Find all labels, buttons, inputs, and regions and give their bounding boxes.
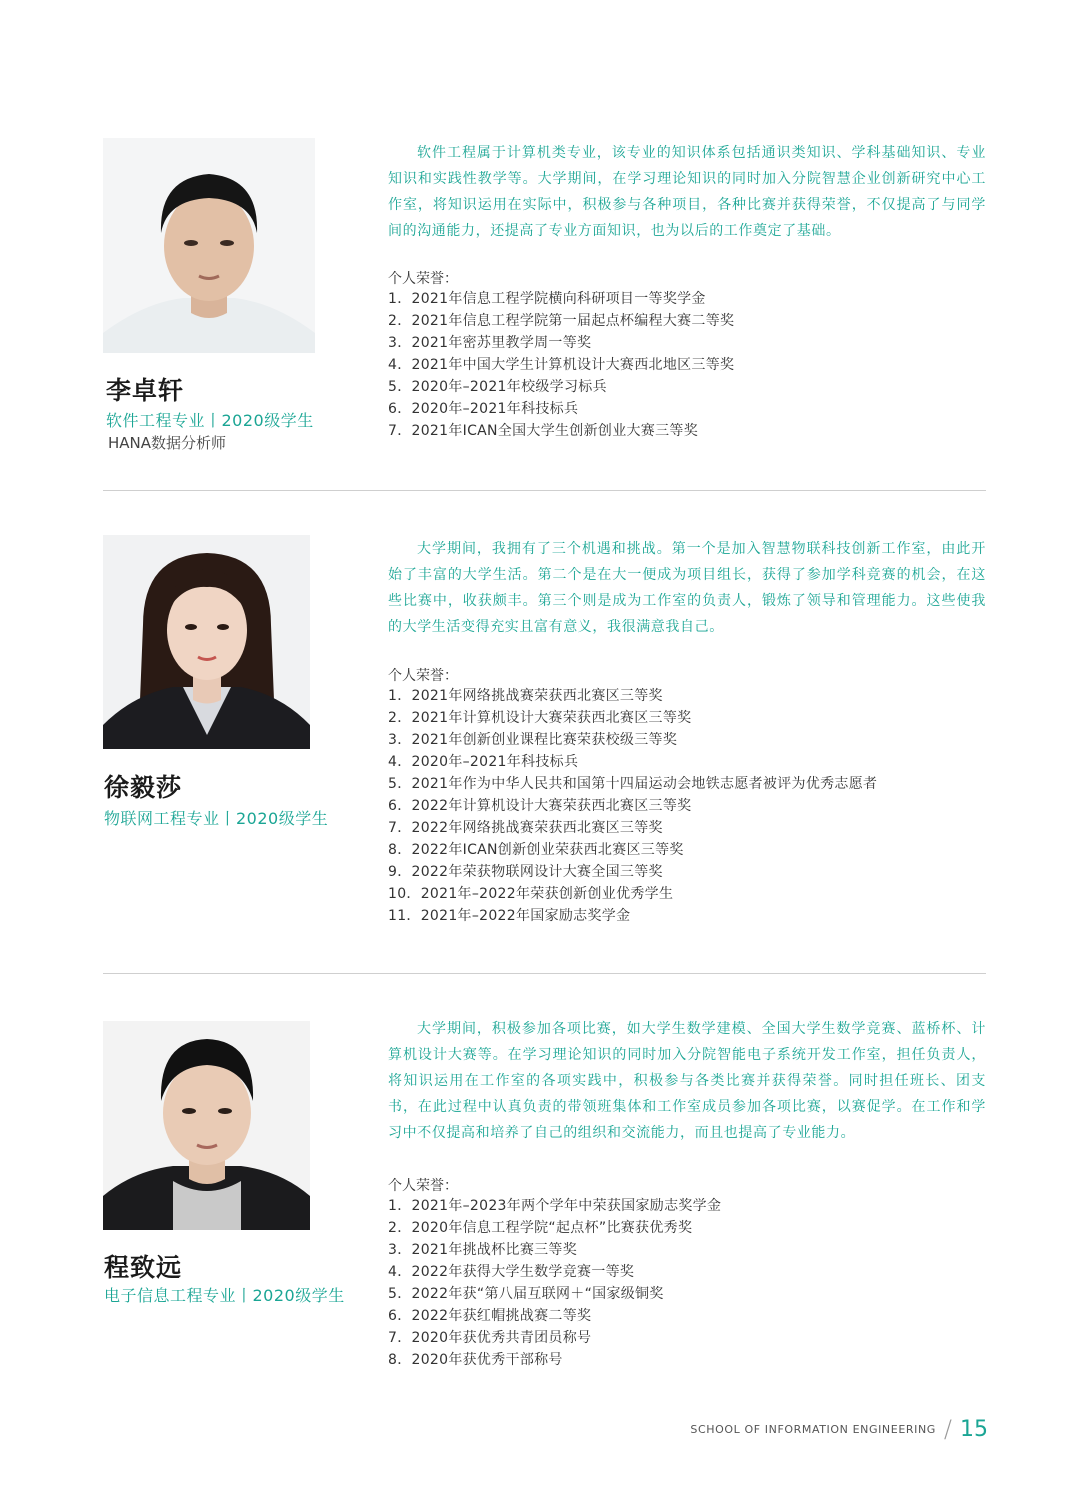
honor-item: 2．2021年计算机设计大赛荣获西北赛区三等奖 — [388, 710, 692, 726]
honor-item: 1．2021年–2023年两个学年中荣获国家励志奖学金 — [388, 1198, 722, 1214]
student-role: HANA数据分析师 — [108, 434, 227, 452]
student-name: 李卓轩 — [106, 376, 185, 405]
honor-item: 2．2020年信息工程学院“起点杯”比赛获优秀奖 — [388, 1220, 693, 1236]
page-footer — [690, 1415, 988, 1443]
honor-item: 7．2022年网络挑战赛荣获西北赛区三等奖 — [388, 820, 663, 836]
honor-item: 7．2021年ICAN全国大学生创新创业大赛三等奖 — [388, 423, 698, 439]
student-photo — [103, 535, 310, 749]
honors-title: 个人荣誉： — [388, 271, 458, 287]
honor-item: 1．2021年信息工程学院横向科研项目一等奖学金 — [388, 291, 706, 307]
section-divider — [103, 973, 986, 974]
portrait-image — [103, 1021, 310, 1230]
honor-item: 6．2022年计算机设计大赛荣获西北赛区三等奖 — [388, 798, 692, 814]
honor-item: 5．2020年–2021年校级学习标兵 — [388, 379, 607, 395]
page-number: 15 — [960, 1416, 988, 1442]
student-bio: 大学期间，积极参加各项比赛，如大学生数学建模、全国大学生数学竞赛、蓝桥杯、计算机设计大赛等。在学习理论知识的同时加入分院智能电子系统开发工作室，担任负责人，将知识运用在工作室的各项实践中，积极参与各类比赛并获得荣誉。同时担任班长、团支书，在此过程中认真负责的带领班集体和工作室成员参加各项比赛，以赛促学。在工作和学习中不仅提高和培养了自己的组织和交流能力，而且也提高了专业能力。 — [388, 1021, 986, 1141]
honors-list — [388, 685, 877, 927]
student-major: 电子信息工程专业丨2020级学生 — [104, 1286, 345, 1305]
student-photo — [103, 138, 315, 353]
honor-item: 4．2020年–2021年科技标兵 — [388, 754, 579, 770]
student-photo — [103, 1021, 310, 1230]
honor-item: 5．2022年获“第八届互联网＋“国家级铜奖 — [388, 1286, 664, 1302]
student-major: 物联网工程专业丨2020级学生 — [104, 809, 329, 828]
student-bio: 软件工程属于计算机类专业，该专业的知识体系包括通识类知识、学科基础知识、专业知识和实践性教学等。大学期间，在学习理论知识的同时加入分院智慧企业创新研究中心工作室，将知识运用在实际中，积极参与各种项目，各种比赛并获得荣誉，不仅提高了与同学间的沟通能力，还提高了专业方面知识，也为以后的工作奠定了基础。 — [388, 145, 986, 239]
section-divider — [103, 490, 986, 491]
honor-item: 4．2021年中国大学生计算机设计大赛西北地区三等奖 — [388, 357, 735, 373]
footer-school-name: SCHOOL OF INFORMATION ENGINEERING — [690, 1422, 936, 1436]
honor-item: 6．2022年获红帽挑战赛二等奖 — [388, 1308, 592, 1324]
honor-item: 8．2020年获优秀干部称号 — [388, 1352, 563, 1368]
honor-item: 5．2021年作为中华人民共和国第十四届运动会地铁志愿者被评为优秀志愿者 — [388, 776, 878, 792]
honor-item: 11．2021年–2022年国家励志奖学金 — [388, 908, 631, 924]
honor-item: 3．2021年挑战杯比赛三等奖 — [388, 1242, 578, 1258]
student-bio: 大学期间，我拥有了三个机遇和挑战。第一个是加入智慧物联科技创新工作室，由此开始了丰富的大学生活。第二个是在大一便成为项目组长，获得了参加学科竞赛的机会，在这些比赛中，收获颇丰。第三个则是成为工作室的负责人，锻炼了领导和管理能力。这些使我的大学生活变得充实且富有意义，我很满意我自己。 — [388, 541, 986, 635]
honors-title: 个人荣誉： — [388, 1178, 458, 1194]
honors-title: 个人荣誉： — [388, 668, 458, 684]
honor-item: 4．2022年获得大学生数学竞赛一等奖 — [388, 1264, 635, 1280]
footer-separator: / — [943, 1415, 952, 1443]
honor-item: 3．2021年密苏里教学周一等奖 — [388, 335, 592, 351]
honor-item: 8．2022年ICAN创新创业荣获西北赛区三等奖 — [388, 842, 684, 858]
honor-item: 2．2021年信息工程学院第一届起点杯编程大赛二等奖 — [388, 313, 735, 329]
student-major: 软件工程专业丨2020级学生 — [106, 411, 314, 430]
honor-item: 9．2022年荣获物联网设计大赛全国三等奖 — [388, 864, 663, 880]
portrait-image — [103, 535, 310, 749]
honors-list — [388, 288, 734, 442]
honor-item: 10．2021年–2022年荣获创新创业优秀学生 — [388, 886, 674, 902]
honor-item: 7．2020年获优秀共青团员称号 — [388, 1330, 592, 1346]
student-name: 程致远 — [104, 1253, 183, 1282]
student-name: 徐毅莎 — [104, 773, 183, 802]
honors-list — [388, 1195, 721, 1371]
portrait-image — [103, 138, 315, 353]
honor-item: 1．2021年网络挑战赛荣获西北赛区三等奖 — [388, 688, 663, 704]
honor-item: 3．2021年创新创业课程比赛荣获校级三等奖 — [388, 732, 678, 748]
honor-item: 6．2020年–2021年科技标兵 — [388, 401, 579, 417]
